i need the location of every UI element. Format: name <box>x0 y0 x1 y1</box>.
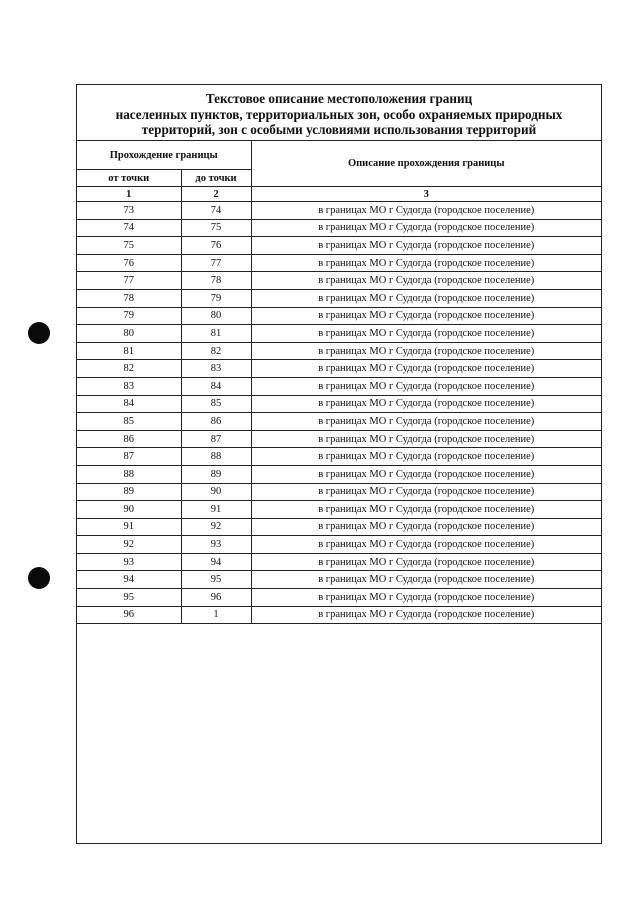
punch-hole <box>28 567 50 589</box>
from-point-cell: 90 <box>77 501 181 519</box>
description-cell: в границах МО г Судогда (городское поселение) <box>251 219 601 237</box>
description-cell: в границах МО г Судогда (городское поселение) <box>251 289 601 307</box>
from-point-cell: 86 <box>77 430 181 448</box>
table-row <box>77 606 601 624</box>
table-row <box>77 448 601 466</box>
description-cell: в границах МО г Судогда (городское поселение) <box>251 202 601 220</box>
table-row <box>77 501 601 519</box>
from-point-cell: 76 <box>77 254 181 272</box>
from-point-cell: 88 <box>77 465 181 483</box>
description-cell: в границах МО г Судогда (городское поселение) <box>251 342 601 360</box>
header-to-point: до точки <box>181 170 251 187</box>
description-cell: в границах МО г Судогда (городское поселение) <box>251 307 601 325</box>
from-point-cell: 89 <box>77 483 181 501</box>
table-row <box>77 571 601 589</box>
description-cell: в границах МО г Судогда (городское поселение) <box>251 254 601 272</box>
description-cell: в границах МО г Судогда (городское поселение) <box>251 360 601 378</box>
table-row <box>77 518 601 536</box>
description-cell: в границах МО г Судогда (городское поселение) <box>251 536 601 554</box>
to-point-cell: 75 <box>181 219 251 237</box>
description-cell: в границах МО г Судогда (городское поселение) <box>251 589 601 607</box>
from-point-cell: 78 <box>77 289 181 307</box>
to-point-cell: 82 <box>181 342 251 360</box>
from-point-cell: 75 <box>77 237 181 255</box>
header-description: Описание прохождения границы <box>251 141 601 187</box>
boundary-table <box>77 141 601 624</box>
description-cell: в границах МО г Судогда (городское поселение) <box>251 501 601 519</box>
table-row <box>77 289 601 307</box>
from-point-cell: 94 <box>77 571 181 589</box>
to-point-cell: 92 <box>181 518 251 536</box>
to-point-cell: 90 <box>181 483 251 501</box>
description-cell: в границах МО г Судогда (городское поселение) <box>251 518 601 536</box>
table-row <box>77 360 601 378</box>
table-row <box>77 395 601 413</box>
from-point-cell: 79 <box>77 307 181 325</box>
from-point-cell: 81 <box>77 342 181 360</box>
description-cell: в границах МО г Судогда (городское поселение) <box>251 413 601 431</box>
from-point-cell: 85 <box>77 413 181 431</box>
table-row <box>77 202 601 220</box>
to-point-cell: 80 <box>181 307 251 325</box>
description-cell: в границах МО г Судогда (городское поселение) <box>251 272 601 290</box>
from-point-cell: 74 <box>77 219 181 237</box>
description-cell: в границах МО г Судогда (городское поселение) <box>251 377 601 395</box>
table-row <box>77 325 601 343</box>
description-cell: в границах МО г Судогда (городское поселение) <box>251 395 601 413</box>
from-point-cell: 93 <box>77 553 181 571</box>
title-line-1: Текстовое описание местоположения границ <box>205 91 473 106</box>
header-from-point: от точки <box>77 170 181 187</box>
from-point-cell: 96 <box>77 606 181 624</box>
from-point-cell: 84 <box>77 395 181 413</box>
to-point-cell: 85 <box>181 395 251 413</box>
to-point-cell: 76 <box>181 237 251 255</box>
column-number-1: 1 <box>77 187 181 202</box>
table-row <box>77 430 601 448</box>
table-row <box>77 483 601 501</box>
to-point-cell: 81 <box>181 325 251 343</box>
table-row <box>77 342 601 360</box>
from-point-cell: 92 <box>77 536 181 554</box>
from-point-cell: 73 <box>77 202 181 220</box>
description-cell: в границах МО г Судогда (городское поселение) <box>251 448 601 466</box>
column-number-2: 2 <box>181 187 251 202</box>
to-point-cell: 86 <box>181 413 251 431</box>
punch-hole <box>28 322 50 344</box>
to-point-cell: 87 <box>181 430 251 448</box>
to-point-cell: 94 <box>181 553 251 571</box>
description-cell: в границах МО г Судогда (городское поселение) <box>251 571 601 589</box>
description-cell: в границах МО г Судогда (городское поселение) <box>251 237 601 255</box>
to-point-cell: 1 <box>181 606 251 624</box>
description-cell: в границах МО г Судогда (городское поселение) <box>251 606 601 624</box>
to-point-cell: 74 <box>181 202 251 220</box>
table-row <box>77 219 601 237</box>
table-row <box>77 272 601 290</box>
description-cell: в границах МО г Судогда (городское поселение) <box>251 553 601 571</box>
table-row <box>77 536 601 554</box>
to-point-cell: 79 <box>181 289 251 307</box>
to-point-cell: 95 <box>181 571 251 589</box>
table-row <box>77 237 601 255</box>
from-point-cell: 80 <box>77 325 181 343</box>
document-title <box>77 85 601 141</box>
to-point-cell: 88 <box>181 448 251 466</box>
table-body <box>77 202 601 624</box>
from-point-cell: 77 <box>77 272 181 290</box>
header-boundary-passage: Прохождение границы <box>77 141 251 170</box>
table-row <box>77 254 601 272</box>
title-line-3: территорий, зон с особыми условиями использования территорий <box>141 122 537 137</box>
description-cell: в границах МО г Судогда (городское поселение) <box>251 465 601 483</box>
table-row <box>77 377 601 395</box>
description-cell: в границах МО г Судогда (городское поселение) <box>251 483 601 501</box>
to-point-cell: 83 <box>181 360 251 378</box>
to-point-cell: 77 <box>181 254 251 272</box>
to-point-cell: 96 <box>181 589 251 607</box>
from-point-cell: 95 <box>77 589 181 607</box>
table-row <box>77 589 601 607</box>
to-point-cell: 93 <box>181 536 251 554</box>
from-point-cell: 91 <box>77 518 181 536</box>
from-point-cell: 83 <box>77 377 181 395</box>
table-row <box>77 413 601 431</box>
from-point-cell: 87 <box>77 448 181 466</box>
to-point-cell: 89 <box>181 465 251 483</box>
description-cell: в границах МО г Судогда (городское поселение) <box>251 430 601 448</box>
from-point-cell: 82 <box>77 360 181 378</box>
description-cell: в границах МО г Судогда (городское поселение) <box>251 325 601 343</box>
title-line-2: населенных пунктов, территориальных зон, особо охраняемых природных <box>115 106 563 122</box>
column-number-3: 3 <box>251 187 601 202</box>
to-point-cell: 78 <box>181 272 251 290</box>
table-row <box>77 307 601 325</box>
to-point-cell: 84 <box>181 377 251 395</box>
document-sheet <box>76 84 602 844</box>
to-point-cell: 91 <box>181 501 251 519</box>
table-row <box>77 465 601 483</box>
table-row <box>77 553 601 571</box>
